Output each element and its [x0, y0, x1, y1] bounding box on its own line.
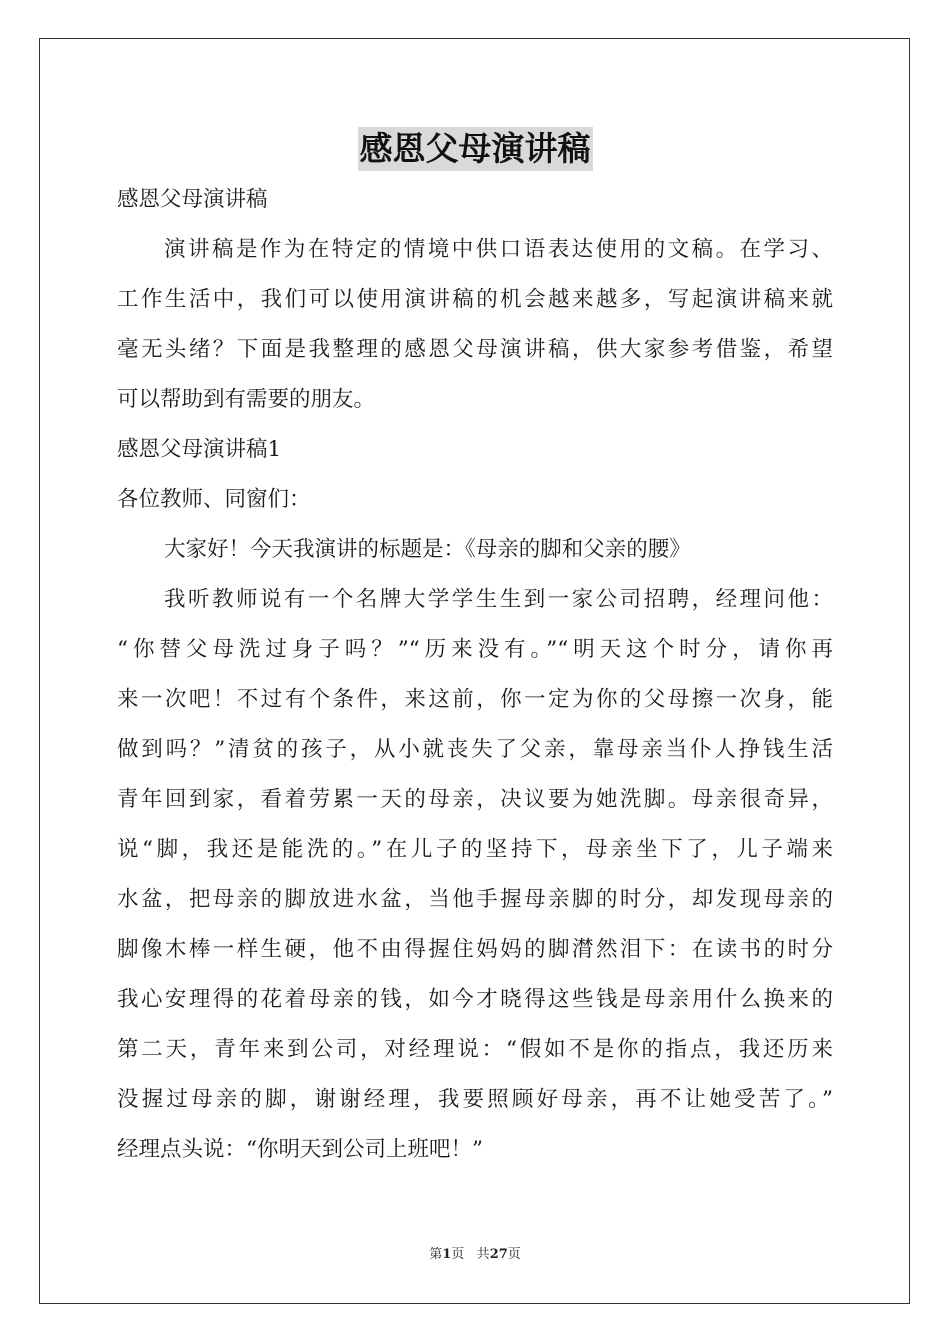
section-heading: 感恩父母演讲稿1 — [117, 437, 282, 462]
story-line: 水盆，把母亲的脚放进水盆，当他手握母亲脚的时分，却发现母亲的 — [117, 887, 833, 912]
story-line: 我心安理得的花着母亲的钱，如今才晓得这些钱是母亲用什么换来的 — [117, 987, 833, 1012]
document-body — [117, 175, 833, 1175]
document-title: 感恩父母演讲稿 — [358, 127, 593, 171]
story-line: 经理点头说：“你明天到公司上班吧！” — [117, 1137, 483, 1162]
story-line: 来一次吧！不过有个条件，来这前，你一定为你的父母擦一次身，能 — [117, 687, 833, 712]
footer-page-number: 1 — [442, 1247, 452, 1262]
document-subtitle: 感恩父母演讲稿 — [117, 187, 268, 212]
greeting-line: 大家好！今天我演讲的标题是：《母亲的脚和父亲的腰》 — [164, 537, 691, 562]
footer-total-suffix: 页 — [507, 1247, 521, 1262]
intro-line: 毫无头绪？下面是我整理的感恩父母演讲稿，供大家参考借鉴，希望 — [117, 337, 833, 362]
intro-line: 工作生活中，我们可以使用演讲稿的机会越来越多，写起演讲稿来就 — [117, 287, 833, 312]
title-container — [0, 127, 950, 171]
footer-total-prefix: 共 — [476, 1247, 490, 1262]
story-line: 做到吗？”清贫的孩子，从小就丧失了父亲，靠母亲当仆人挣钱生活 — [117, 737, 833, 762]
intro-line: 演讲稿是作为在特定的情境中供口语表达使用的文稿。在学习、 — [164, 237, 833, 262]
story-line: 脚像木棒一样生硬，他不由得握住妈妈的脚潸然泪下：在读书的时分 — [117, 937, 833, 962]
story-line: “你替父母洗过身子吗？”“历来没有。”“明天这个时分，请你再 — [117, 637, 833, 662]
footer-page-prefix: 第 — [429, 1247, 443, 1262]
salutation: 各位教师、同窗们： — [117, 487, 311, 512]
story-line: 说“脚，我还是能洗的。”在儿子的坚持下，母亲坐下了，儿子端来 — [117, 837, 833, 862]
story-line: 第二天，青年来到公司，对经理说：“假如不是你的指点，我还历来 — [117, 1037, 833, 1062]
footer-page-suffix: 页 — [451, 1247, 465, 1262]
footer-total-pages: 27 — [489, 1247, 508, 1262]
story-line: 没握过母亲的脚，谢谢经理，我要照顾好母亲，再不让她受苦了。” — [117, 1087, 833, 1112]
story-line: 青年回到家，看着劳累一天的母亲，决议要为她洗脚。母亲很奇异， — [117, 787, 833, 812]
page-footer — [0, 1246, 950, 1264]
story-line: 我听教师说有一个名牌大学学生生到一家公司招聘，经理问他： — [164, 587, 833, 612]
intro-line: 可以帮助到有需要的朋友。 — [117, 387, 376, 412]
